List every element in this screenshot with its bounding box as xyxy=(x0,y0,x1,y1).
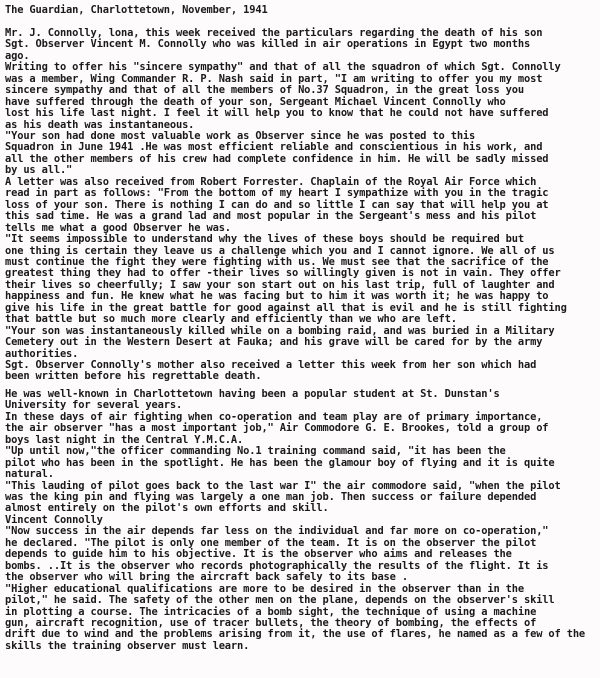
text-line: boys last night in the Central Y.M.C.A. xyxy=(5,433,244,446)
paragraph-block xyxy=(5,389,600,652)
text-line: University for several years. xyxy=(5,399,183,412)
text-line: in plotting a course. The intricacies of a bomb sight, the technique of using a machine xyxy=(5,605,537,618)
text-line: must continue the fight they were fighting with us. We must see that the sacrifice of the xyxy=(5,255,549,268)
text-line: authorities. xyxy=(5,347,79,360)
text-line: depends to guide him to his objective. It is the observer who aims and releases the xyxy=(5,548,512,561)
text-line: "Up until now,"the officer commanding No.1 training command said, "it has been the xyxy=(5,445,506,458)
text-line: lost his life last night. I feel it will help you to know that he could not have suffered xyxy=(5,107,549,120)
text-line: the air observer "has a most important job," Air Commodore G. E. Brookes, told a group of xyxy=(5,422,549,435)
text-line: Writing to offer his "sincere sympathy" and that of all the squadron of which Sgt. Connolly xyxy=(5,61,561,74)
text-line: sincere sympathy and that of all the members of No.37 Squadron, in the great loss you xyxy=(5,84,524,97)
text-line: "Your son was instantaneously killed while on a bombing raid, and was buried in a Military xyxy=(5,324,555,337)
text-line: tells me what a good Observer he was. xyxy=(5,221,231,234)
text-line: drift due to wind and the problems arising from it, the use of flares, he named as a few of the xyxy=(5,628,586,641)
text-line: "This lauding of pilot goes back to the last war I" the air commodore said, "when the pilot xyxy=(5,479,561,492)
text-line: happiness and fun. He knew what he was facing but to him it was worth it; he was happy to xyxy=(5,290,549,303)
text-line: the observer who will bring the aircraft back safely to its base . xyxy=(5,571,408,584)
text-line: gun, aircraft recognition, use of tracer bullets, the theory of bombing, the effects of xyxy=(5,617,537,629)
text-line: pilot who has been in the spotlight. He has been the glamour boy of flying and it is quite xyxy=(5,456,555,469)
text-line: Vincent Connolly xyxy=(5,513,103,526)
text-line: natural. xyxy=(5,468,54,481)
document-header: The Guardian, Charlottetown, November, 1941 xyxy=(5,4,268,16)
text-line: have suffered through the death of your son, Sergeant Michael Vincent Connolly who xyxy=(5,95,506,108)
text-line: by us all." xyxy=(5,164,73,177)
text-line: almost entirely on the pilot's own efforts and skill. xyxy=(5,502,329,515)
text-line: one thing is certain they leave us a challenge which you and I cannot ignore. We all of us xyxy=(5,244,555,257)
text-line: that battle but so much more clearly and efficiently than we who are left. xyxy=(5,313,457,326)
text-line: Mr. J. Connolly, lona, this week received the particulars regarding the death of his son xyxy=(5,26,543,39)
text-line: Sgt. Observer Connolly's mother also received a letter this week from her son which had xyxy=(5,359,537,372)
text-line: their lives so cheerfully; I saw your son start out on his last trip, full of laughter and xyxy=(5,278,555,291)
text-line: Cemetery out in the Western Desert at Fauka; and his grave will be cared for by the army xyxy=(5,336,543,349)
text-line: In these days of air fighting when co-operation and team play are of primary importance, xyxy=(5,410,543,423)
text-line: He was well-known in Charlottetown having been a popular student at St. Dunstan's xyxy=(5,387,500,400)
text-line: A letter was also received from Robert Forrester. Chaplain of the Royal Air Force which xyxy=(5,175,537,188)
text-line: "It seems impossible to understand why the lives of these boys should be required but xyxy=(5,233,524,246)
text-line: as his death was instantaneous. xyxy=(5,118,195,131)
text-line: was a member, Wing Commander R. P. Nash said in part, "I am writing to offer you my most xyxy=(5,72,543,85)
text-line: Sgt. Observer Vincent M. Connolly who was killed in air operations in Egypt two months xyxy=(5,38,531,51)
text-line: "Your son had done most valuable work as Observer since he was posted to this xyxy=(5,129,476,142)
text-line: all the other members of his crew had complete confidence in him. He will be sadly missed xyxy=(5,152,549,165)
text-line: been written before his regrettable death. xyxy=(5,370,262,383)
document-body xyxy=(5,28,600,652)
text-line: Squadron in June 1941 .He was most efficient reliable and conscientious in his work, and xyxy=(5,141,543,154)
text-line: "Now success in the air depends far less on the individual and far more on co-operation," xyxy=(5,525,549,538)
text-line: pilot," he said. The safety of the other men on the plane, depends on the observer's skill xyxy=(5,594,555,607)
text-line: give his life in the great battle for good against all that is evil and he is still fighting xyxy=(5,301,567,314)
text-line: loss of your son. There is nothing I can do and so little I can say that will help you at xyxy=(5,198,549,211)
text-line: was the king pin and flying was largely a one man job. Then success or failure depended xyxy=(5,491,537,504)
text-line: he declared. "The pilot is only one member of the team. It is on the observer the pilot xyxy=(5,536,537,549)
text-line: "Higher educational qualifications are more to be desired in the observer than in the xyxy=(5,582,524,595)
text-line: ago. xyxy=(5,49,30,62)
text-line: read in part as follows: "From the bottom of my heart I sympathize with you in the tragic xyxy=(5,187,549,200)
text-line: greatest thing they had to offer -their lives so willingly given is not in vain. They offer xyxy=(5,267,561,280)
text-line: this sad time. He was a grand lad and most popular in the Sergeant's mess and his pilot xyxy=(5,210,537,223)
text-line: skills the training observer must learn. xyxy=(5,639,250,652)
text-line: bombs. ..It is the observer who records photographically the results of the flight. It is xyxy=(5,559,549,572)
paragraph-block xyxy=(5,28,600,383)
